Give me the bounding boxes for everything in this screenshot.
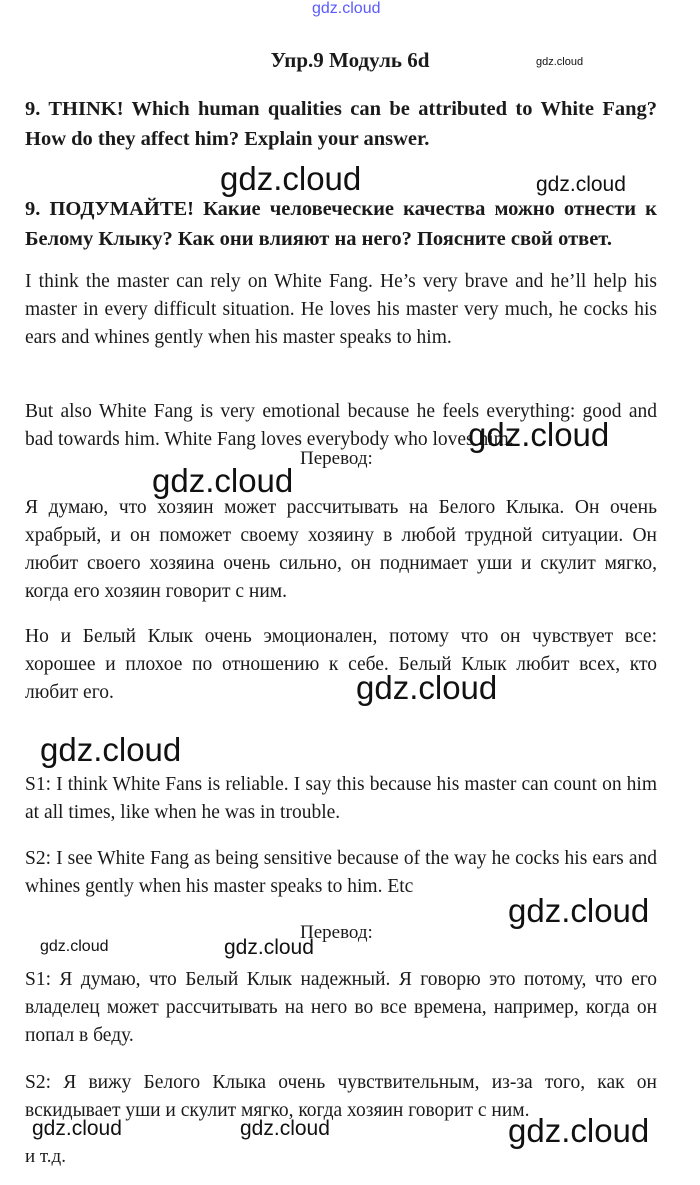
task-russian: 9. ПОДУМАЙТЕ! Какие человеческие качества можно отнести к Белому Клыку? Как они влияют на него? Поясните свой ответ. <box>25 198 657 250</box>
watermark: gdz.cloud <box>224 936 314 959</box>
watermark: gdz.cloud <box>32 1117 122 1140</box>
watermark: gdz.cloud <box>468 416 610 453</box>
watermark-top: gdz.cloud <box>312 0 381 17</box>
answer2-translation-2: S2: Я вижу Белого Клыка очень чувствительным, из-за того, как он вскидывает уши и скулит мягко, когда хозяин говорит с ним. <box>25 1072 657 1121</box>
answer2-s1: S1: I think White Fans is reliable. I say this because his master can count on him at all times, like when he was in trouble. <box>25 774 657 823</box>
answer1-paragraph-2: But also White Fang is very emotional because he feels everything: good and bad towards him. White Fang loves everybody who loves him. <box>25 401 657 450</box>
watermark: gdz.cloud <box>40 938 109 955</box>
answer2-s2: S2: I see White Fang as being sensitive because of the way he cocks his ears and whines gently when his master speaks to him. Etc <box>25 848 657 897</box>
watermark: gdz.cloud <box>508 1112 650 1149</box>
answer1-translation-1: Я думаю, что хозяин может рассчитывать на Белого Клыка. Он очень храбрый, и он поможет своему хозяину в любой трудной ситуации. Он любит своего хозяина очень сильно, он поднимает уши и скулит мягко, когда его хозяин говорит с ним. <box>25 497 657 602</box>
watermark: gdz.cloud <box>220 160 362 197</box>
watermark-title: gdz.cloud <box>536 56 584 68</box>
page-title: Упр.9 Модуль 6d <box>270 48 430 72</box>
translation-label: Перевод: <box>300 922 373 943</box>
watermark: gdz.cloud <box>356 669 498 706</box>
watermark: gdz.cloud <box>508 892 650 929</box>
watermark: gdz.cloud <box>240 1117 330 1140</box>
watermark: gdz.cloud <box>536 173 626 196</box>
translation-label: Перевод: <box>300 448 373 469</box>
watermark: gdz.cloud <box>152 462 294 499</box>
answer1-paragraph-1: I think the master can rely on White Fang. He’s very brave and he’ll help his master in every difficult situation. He loves his master very much, he cocks his ears and whines gently when his master speaks to him. <box>25 271 657 348</box>
watermark: gdz.cloud <box>40 731 182 768</box>
etc-text: и т.д. <box>25 1146 66 1167</box>
task-english: 9. THINK! Which human qualities can be attributed to White Fang? How do they affect him? Explain your answer. <box>25 98 657 150</box>
answer1-translation-2: Но и Белый Клык очень эмоционален, потому что он чувствует все: хорошее и плохое по отношению к себе. Белый Клык любит всех, кто любит его. <box>25 626 657 703</box>
answer2-translation-1: S1: Я думаю, что Белый Клык надежный. Я говорю это потому, что его владелец может рассчитывать на него во все времена, например, когда он попал в беду. <box>25 969 657 1046</box>
